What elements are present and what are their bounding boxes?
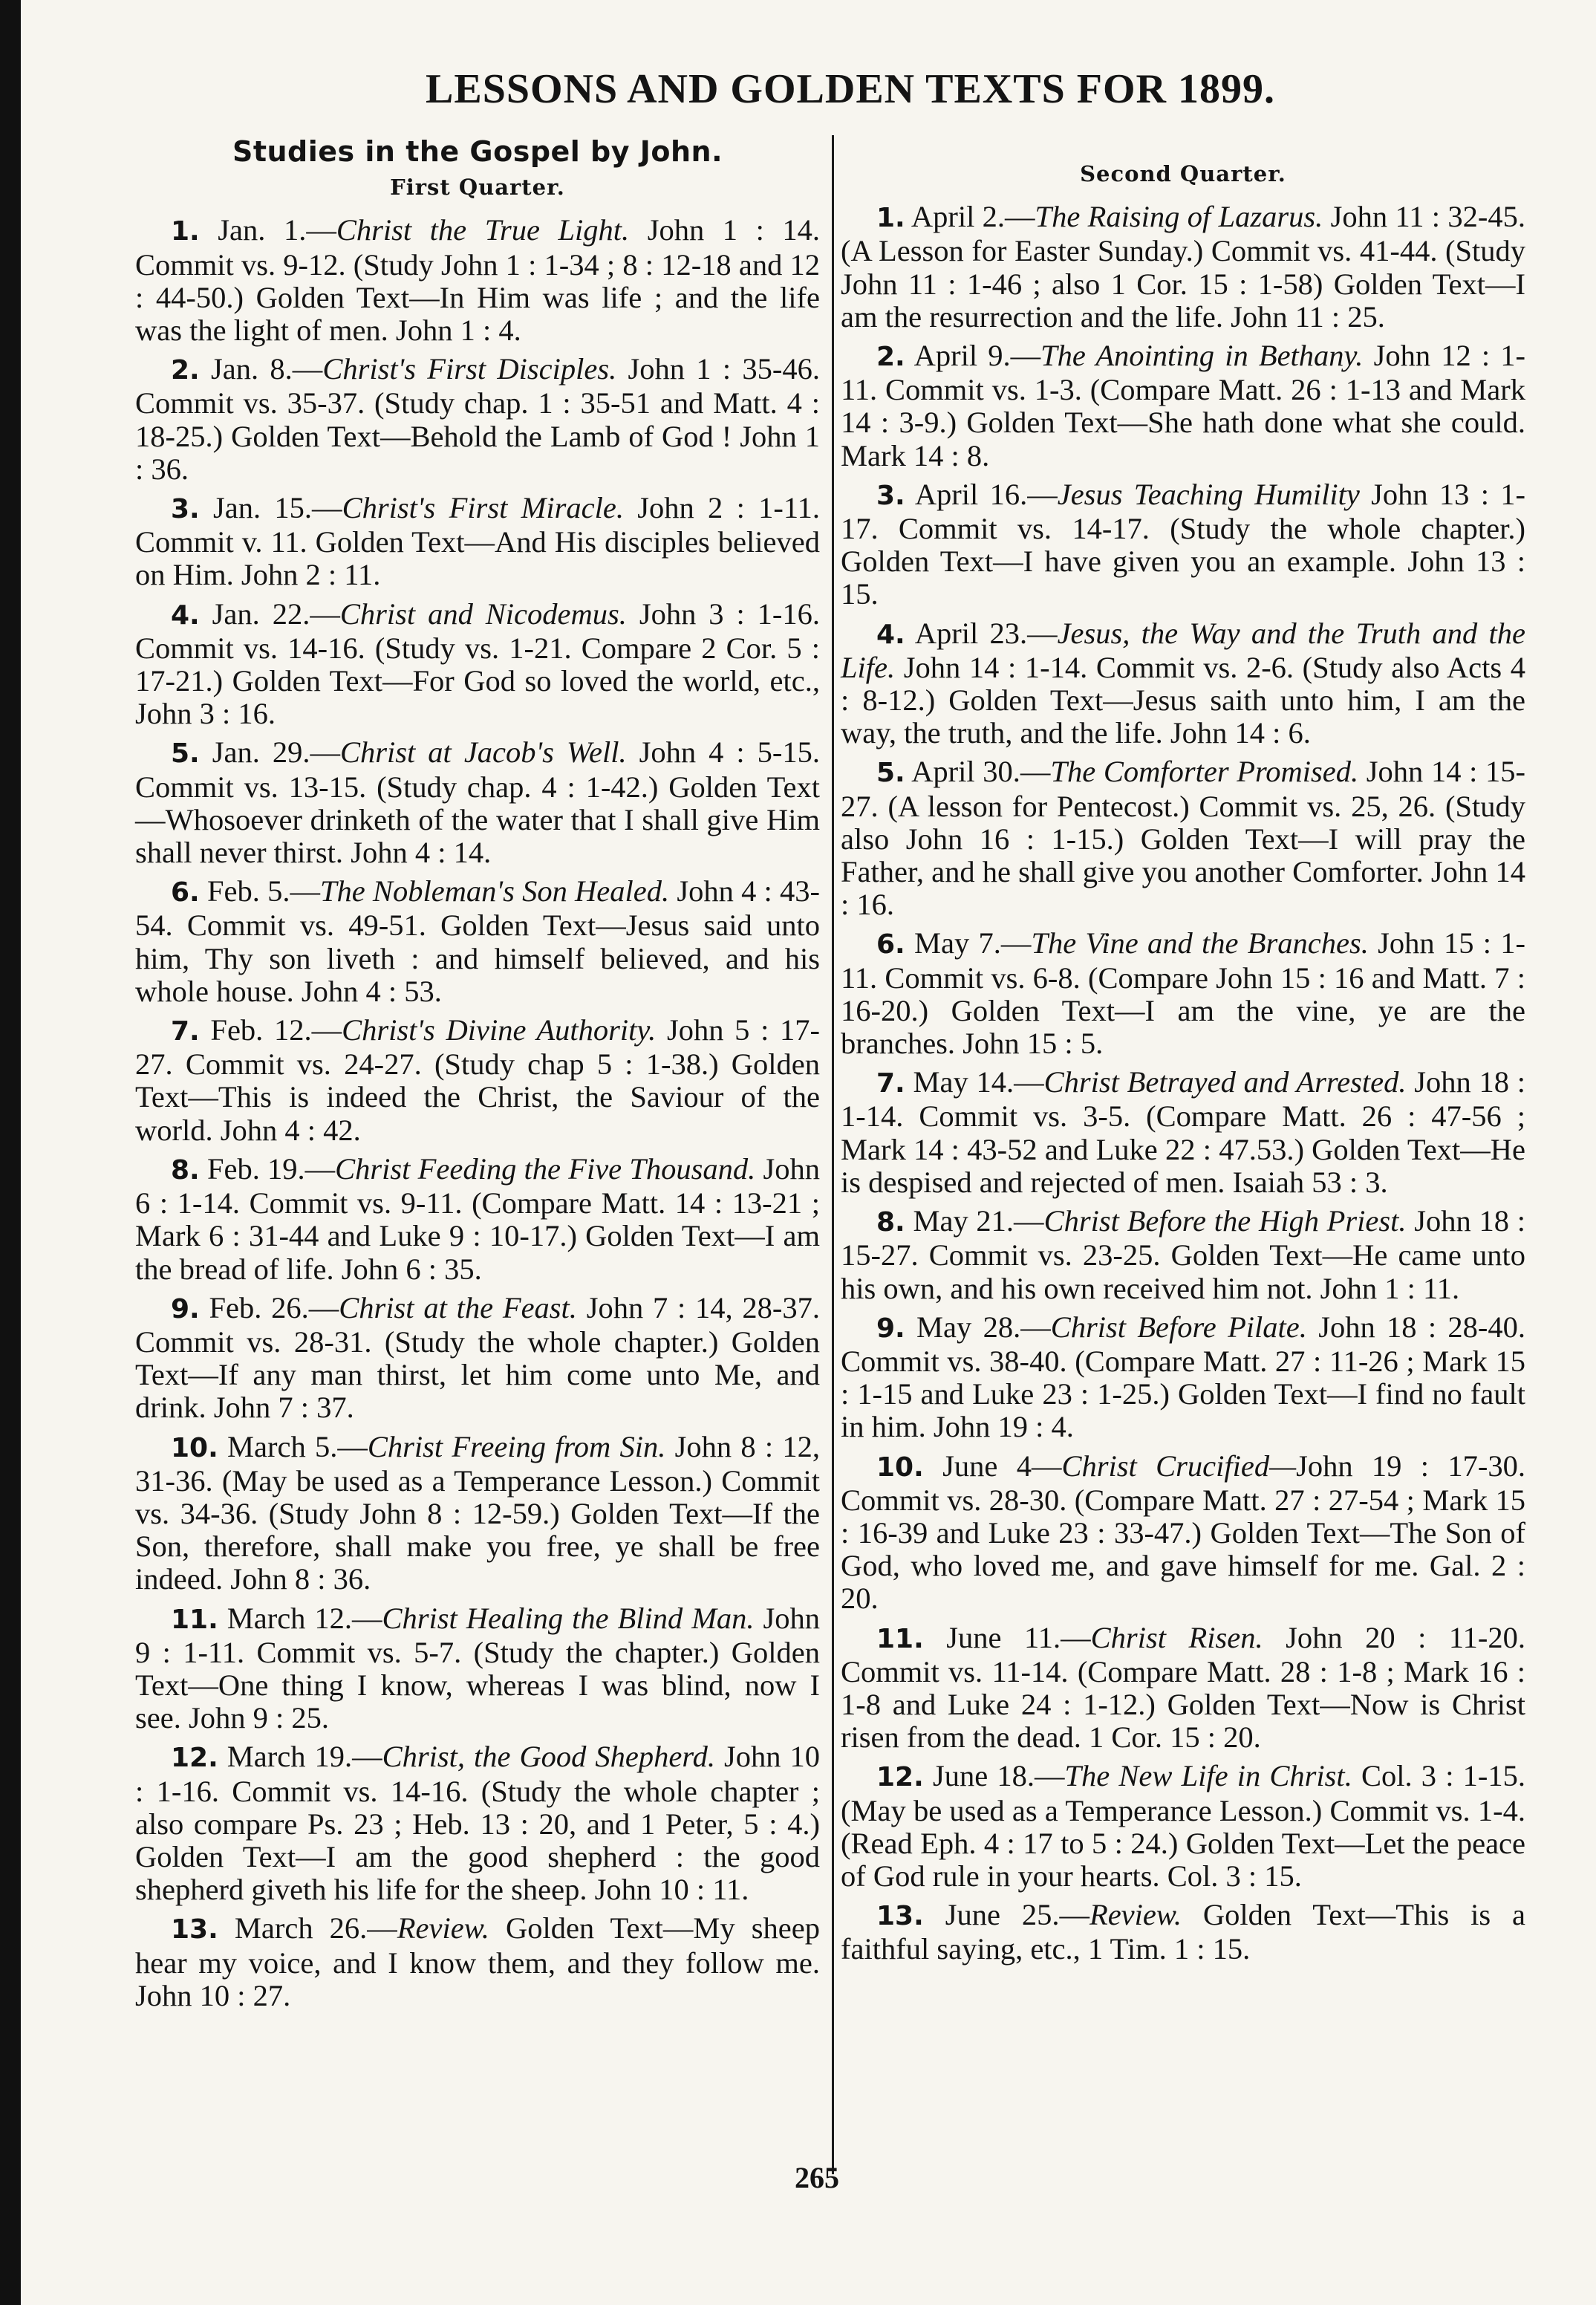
lesson-text: John 5 : 17-27. Commit vs. 24-27. (Study chap 5 : 1-38.) Golden Text—This is indeed the Christ, the Saviour of the world. John 4 : 42.: [135, 1013, 821, 1147]
lesson-number: 3.: [876, 480, 905, 511]
lesson-topic: Christ Before the High Priest.: [1043, 1204, 1407, 1238]
series-title: Studies in the Gospel by John.: [232, 135, 723, 168]
lesson-date: Feb. 12.—: [210, 1013, 342, 1047]
lesson-number: 4.: [171, 599, 200, 631]
lesson-entry: [841, 201, 1525, 334]
lesson-date: April 9.—: [913, 339, 1041, 373]
lesson-entry: [841, 1450, 1525, 1616]
lesson-text: John 13 : 1-17. Commit vs. 14-17. (Study the whole chapter.) Golden Text—I have given you an example. John 13 : 15.: [841, 477, 1526, 611]
lesson-number: 10.: [171, 1432, 218, 1463]
lesson-date: May 21.—: [913, 1204, 1044, 1238]
lesson-text: John 20 : 11-20. Commit vs. 11-14. (Compare Matt. 28 : 1-8 ; Mark 16 : 1-8 and Luke 24 : 1-12.) Golden Text—Now is Christ risen from the dead. 1 Cor. 15 : 20.: [841, 1620, 1525, 1755]
lesson-text: John 4 : 5-15. Commit vs. 13-15. (Study chap. 4 : 1-42.) Golden Text—Whosoever drinketh of the water that I shall give Him shall never thirst. John 4 : 14.: [135, 735, 820, 870]
lesson-number: 5.: [876, 758, 905, 789]
lesson-date: April 16.—: [914, 477, 1058, 511]
lesson-number: 1.: [171, 216, 200, 247]
lesson-entry: [841, 755, 1525, 921]
lesson-topic: The Anointing in Bethany.: [1040, 339, 1364, 373]
lesson-date: March 12.—: [227, 1601, 382, 1635]
lesson-entry: [841, 617, 1525, 750]
lesson-number: 9.: [876, 1313, 905, 1344]
lesson-topic: Christ Freeing from Sin.: [367, 1429, 666, 1463]
lesson-date: Jan. 8.—: [211, 352, 323, 386]
lesson-text: John 1 : 14. Commit vs. 9-12. (Study John 1 : 1-34 ; 8 : 12-18 and 12 : 44-50.) Golden Text—In Him was life ; and the life was the light of men. John 1 : 4.: [135, 213, 820, 348]
lesson-topic: Christ Risen.: [1090, 1620, 1263, 1654]
lesson-date: Jan. 22.—: [212, 596, 340, 631]
lesson-entry: [135, 598, 820, 731]
lesson-number: 12.: [171, 1743, 218, 1774]
lesson-text: John 15 : 1-11. Commit vs. 6-8. (Compare John 15 : 16 and Matt. 7 : 16-20.) Golden Text—I am the vine, ye are the branches. John 15 : 5.: [841, 926, 1526, 1061]
lesson-date: April 2.—: [911, 200, 1035, 234]
lesson-number: 9.: [171, 1293, 200, 1324]
right-column: [841, 157, 1525, 1972]
lesson-text: John 9 : 1-11. Commit vs. 5-7. (Study the chapter.) Golden Text—One thing I know, whereas I was blind, now I see. John 9 : 25.: [135, 1601, 821, 1735]
lesson-entry: [135, 1602, 820, 1735]
lesson-date: April 30.—: [911, 755, 1051, 789]
lesson-date: March 26.—: [234, 1911, 397, 1945]
lesson-number: 3.: [171, 494, 200, 525]
lesson-entry: [135, 214, 820, 347]
lesson-text: John 18 : 28-40. Commit vs. 38-40. (Compare Matt. 27 : 11-26 ; Mark 15 : 1-15 and Luke 23 : 1-25.) Golden Text—I find no fault in him. John 19 : 4.: [841, 1310, 1526, 1444]
lesson-entry: [841, 1311, 1525, 1444]
lesson-text: John 7 : 14, 28-37. Commit vs. 28-31. (Study the whole chapter.) Golden Text—If any man thirst, let him come unto Me, and drink. John 7 : 37.: [135, 1290, 821, 1425]
lesson-number: 11.: [876, 1623, 924, 1654]
column-divider: [832, 135, 834, 2174]
lesson-entry: [135, 875, 820, 1008]
lesson-number: 6.: [876, 929, 905, 960]
lesson-number: 5.: [171, 738, 200, 770]
lesson-topic: Jesus, the Way and the Truth and the Life.: [841, 616, 1525, 684]
lesson-text: John 14 : 15-27. (A lesson for Pentecost.) Commit vs. 25, 26. (Study also John 16 : 1-15.) Golden Text—I will pray the Father, and he shall give you another Comforter. John 14 : 16.: [841, 755, 1525, 922]
lesson-topic: Christ Before Pilate.: [1050, 1310, 1307, 1344]
lesson-date: June 25.—: [945, 1898, 1089, 1932]
lesson-date: May 28.—: [916, 1310, 1051, 1344]
page-number: 265: [795, 2161, 839, 2194]
lesson-topic: Christ's First Miracle.: [342, 491, 624, 525]
page-title: LESSONS AND GOLDEN TEXTS FOR 1899.: [426, 66, 1275, 112]
lesson-entry: [841, 1066, 1525, 1199]
lesson-date: June 18.—: [932, 1759, 1065, 1793]
lesson-date: June 11.—: [946, 1620, 1091, 1654]
lesson-text: John 14 : 1-14. Commit vs. 2-6. (Study also Acts 4 : 8-12.) Golden Text—Jesus saith unto him, I am the way, the truth, and the life. John 14 : 6.: [841, 650, 1525, 750]
lesson-text: Golden Text—This is a faithful saying, etc., 1 Tim. 1 : 15.: [841, 1898, 1525, 1966]
lesson-topic: Jesus Teaching Humility: [1057, 477, 1360, 511]
lesson-text: John 4 : 43-54. Commit vs. 49-51. Golden Text—Jesus said unto him, Thy son liveth : and himself believed, and his whole house. John 4 : 53.: [135, 874, 821, 1008]
lesson-entry: [841, 339, 1525, 472]
lesson-number: 2.: [171, 355, 200, 386]
lesson-topic: Christ Betrayed and Arrested.: [1043, 1065, 1407, 1099]
lesson-number: 8.: [876, 1207, 905, 1238]
lesson-entry: [135, 736, 820, 869]
lesson-number: 11.: [171, 1604, 218, 1635]
lesson-entry: [135, 353, 820, 486]
lesson-number: 13.: [171, 1914, 218, 1945]
lesson-date: March 19.—: [227, 1740, 382, 1774]
lesson-topic: The Comforter Promised.: [1050, 755, 1359, 789]
first-quarter-lessons: [135, 214, 820, 2012]
lesson-text: John 18 : 1-14. Commit vs. 3-5. (Compare Matt. 26 : 47-56 ; Mark 14 : 43-52 and Luke 22 : 47.53.) Golden Text—He is despised and rejected of men. Isaiah 53 : 3.: [841, 1065, 1526, 1199]
lesson-number: 13.: [876, 1901, 924, 1932]
lesson-text: John 2 : 1-11. Commit v. 11. Golden Text—And His disciples believed on Him. John 2 : 11.: [135, 491, 820, 592]
lesson-number: 12.: [876, 1762, 924, 1793]
second-quarter-heading: Second Quarter.: [1080, 161, 1286, 186]
lesson-number: 7.: [876, 1068, 905, 1099]
lesson-entry: [135, 1153, 820, 1286]
lesson-topic: The Nobleman's Son Healed.: [319, 874, 670, 908]
lesson-topic: Christ, the Good Shepherd.: [382, 1740, 716, 1774]
lesson-text: John 18 : 15-27. Commit vs. 23-25. Golden Text—He came unto his own, and his own received him not. John 1 : 11.: [841, 1204, 1526, 1305]
lesson-topic: Christ's First Disciples.: [322, 352, 617, 386]
lesson-entry: [135, 492, 820, 592]
lesson-text: John 1 : 35-46. Commit vs. 35-37. (Study chap. 1 : 35-51 and Matt. 4 : 18-25.) Golden Text—Behold the Lamb of God ! John 1 : 36.: [135, 352, 820, 486]
lesson-topic: Christ at Jacob's Well.: [340, 735, 627, 770]
lesson-text: John 8 : 12, 31-36. (May be used as a Temperance Lesson.) Commit vs. 34-36. (Study John 8 : 12-59.) Golden Text—If the Son, therefore, shall make you free, ye shall be free indeed. John 8 : 36.: [135, 1429, 820, 1596]
lesson-number: 6.: [171, 877, 200, 908]
lesson-entry: [135, 1740, 820, 1906]
lesson-date: May 7.—: [914, 926, 1032, 960]
lesson-text: Golden Text—My sheep hear my voice, and I know them, and they follow me. John 10 : 27.: [135, 1911, 820, 2012]
lesson-topic: Christ's Divine Authority.: [342, 1013, 657, 1047]
lesson-topic: The Vine and the Branches.: [1031, 926, 1369, 960]
lesson-entry: [841, 927, 1525, 1060]
lesson-entry: [135, 1912, 820, 2012]
lesson-entry: [135, 1014, 820, 1147]
lesson-number: 7.: [171, 1016, 200, 1047]
lesson-topic: Christ Healing the Blind Man.: [382, 1601, 755, 1635]
lesson-date: April 23.—: [914, 616, 1058, 650]
lesson-entry: [841, 478, 1525, 611]
lesson-text: John 11 : 32-45. (A Lesson for Easter Sunday.) Commit vs. 41-44. (Study John 11 : 1-46 ; also 1 Cor. 15 : 1-58) Golden Text—I am the resurrection and the life. John 11 : 25.: [841, 200, 1525, 334]
lesson-topic: Review.: [397, 1911, 489, 1945]
lesson-text: John 3 : 1-16. Commit vs. 14-16. (Study vs. 1-21. Compare 2 Cor. 5 : 17-21.) Golden Text—For God so loved the world, etc., John 3 : 16.: [135, 596, 820, 731]
lesson-date: March 5.—: [227, 1429, 368, 1463]
lesson-entry: [841, 1622, 1525, 1755]
lesson-entry: [841, 1205, 1525, 1305]
lesson-date: Feb. 26.—: [209, 1290, 339, 1324]
lesson-number: 2.: [876, 342, 905, 373]
left-column: [135, 135, 820, 2018]
lesson-date: Jan. 15.—: [213, 491, 342, 525]
lesson-text: John 6 : 1-14. Commit vs. 9-11. (Compare Matt. 14 : 13-21 ; Mark 6 : 31-44 and Luke 9 : 10-17.) Golden Text—I am the bread of life. John 6 : 35.: [135, 1151, 820, 1286]
lesson-number: 1.: [876, 203, 905, 234]
second-quarter-lessons: [841, 201, 1525, 1966]
lesson-date: June 4—: [942, 1449, 1062, 1483]
book-spine-edge: [0, 0, 21, 2305]
lesson-text: John 10 : 1-16. Commit vs. 14-16. (Study the whole chapter ; also compare Ps. 23 ; Heb. 13 : 20, and 1 Peter, 5 : 4.) Golden Text—I am the good shepherd : the good shepherd giveth his life for the sheep. John 10 : 11.: [135, 1740, 820, 1907]
lesson-date: Feb. 5.—: [206, 874, 320, 908]
lesson-number: 10.: [876, 1451, 924, 1483]
lesson-date: Feb. 19.—: [206, 1151, 336, 1186]
first-quarter-heading: First Quarter.: [390, 175, 565, 201]
lesson-date: Jan. 1.—: [218, 213, 336, 247]
lesson-topic: Christ and Nicodemus.: [339, 596, 627, 631]
lesson-number: 8.: [171, 1154, 200, 1186]
lesson-topic: Christ at the Feast.: [339, 1290, 577, 1324]
lesson-text: John 19 : 17-30. Commit vs. 28-30. (Compare Matt. 27 : 27-54 ; Mark 15 : 16-39 and Luke 23 : 33-47.) Golden Text—The Son of God, who loved me, and gave himself for me. Gal. 2 : 20.: [841, 1449, 1525, 1616]
lesson-text: Col. 3 : 1-15. (May be used as a Temperance Lesson.) Commit vs. 1-4. (Read Eph. 4 : 17 to 5 : 24.) Golden Text—Let the peace of God rule in your hearts. Col. 3 : 15.: [841, 1759, 1525, 1893]
lesson-entry: [135, 1431, 820, 1596]
lesson-topic: Christ the True Light.: [336, 213, 630, 247]
lesson-text: John 12 : 1-11. Commit vs. 1-3. (Compare Matt. 26 : 1-13 and Mark 14 : 3-9.) Golden Text—She hath done what she could. Mark 14 : 8.: [841, 339, 1525, 472]
lesson-date: May 14.—: [913, 1065, 1044, 1099]
lesson-topic: Review.: [1089, 1898, 1182, 1932]
lesson-topic: The New Life in Christ.: [1064, 1759, 1352, 1793]
lesson-number: 4.: [876, 619, 905, 650]
lesson-topic: The Raising of Lazarus.: [1035, 200, 1323, 234]
lesson-entry: [841, 1899, 1525, 1966]
lesson-entry: [841, 1760, 1525, 1893]
lesson-topic: Christ Crucified—: [1061, 1449, 1297, 1483]
lesson-topic: Christ Feeding the Five Thousand.: [335, 1151, 756, 1186]
lesson-entry: [135, 1292, 820, 1425]
lesson-date: Jan. 29.—: [212, 735, 340, 770]
